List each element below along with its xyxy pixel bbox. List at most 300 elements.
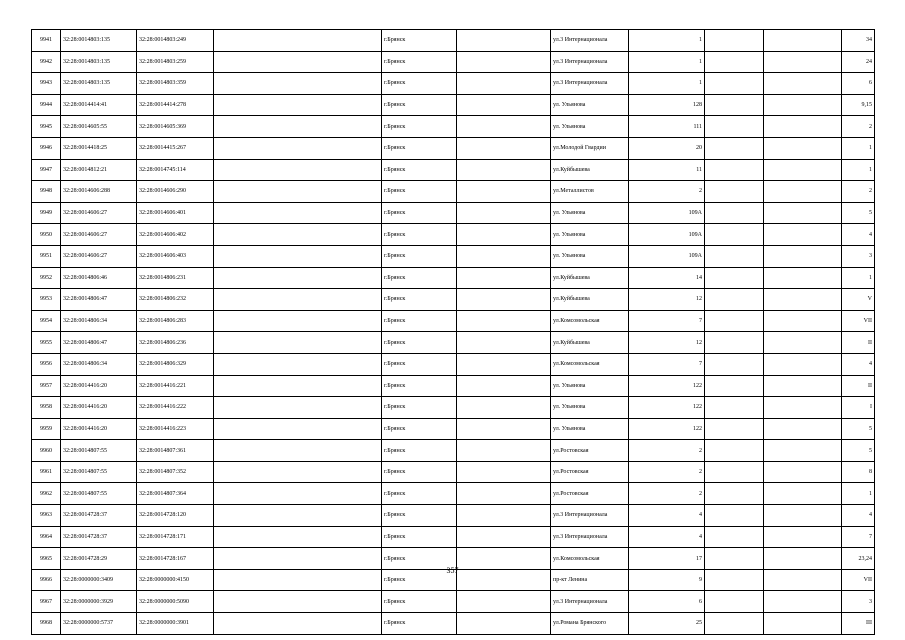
cadastral-quarter-cell: 32:28:0014606:27 [61,202,137,224]
blank-cell [764,202,842,224]
row-number-cell: 9956 [32,353,61,375]
cadastral-number-cell: 32:28:0014806:329 [137,353,214,375]
city-cell: г.Брянск [382,289,457,311]
city-cell: г.Брянск [382,526,457,548]
cadastral-number-cell: 32:28:0014416:221 [137,375,214,397]
premises-cell: 24 [842,51,875,73]
house-number-cell: 7 [629,353,705,375]
row-number-cell: 9962 [32,483,61,505]
blank-cell [457,51,551,73]
blank-cell [214,159,382,181]
premises-cell: 2 [842,181,875,203]
city-cell: г.Брянск [382,548,457,570]
city-cell: г.Брянск [382,245,457,267]
street-cell: ул. Ульянова [551,418,629,440]
blank-cell [764,310,842,332]
house-number-cell: 2 [629,483,705,505]
cadastral-number-cell: 32:28:0014728:120 [137,505,214,527]
blank-cell [764,51,842,73]
street-cell: ул.Ростовская [551,440,629,462]
table-row [32,505,875,527]
premises-cell: 4 [842,353,875,375]
cadastral-quarter-cell: 32:28:0014812:21 [61,159,137,181]
street-cell: ул.Комсомольская [551,310,629,332]
cadastral-quarter-cell: 32:28:0014807:55 [61,483,137,505]
street-cell: ул. Ульянова [551,94,629,116]
row-number-cell: 9966 [32,569,61,591]
blank-cell [705,51,764,73]
house-number-cell: 1 [629,73,705,95]
blank-cell [764,94,842,116]
house-number-cell: 128 [629,94,705,116]
blank-cell [457,159,551,181]
cadastral-quarter-cell: 32:28:0014605:55 [61,116,137,138]
city-cell: г.Брянск [382,483,457,505]
city-cell: г.Брянск [382,202,457,224]
row-number-cell: 9959 [32,418,61,440]
cadastral-quarter-cell: 32:28:0014606:27 [61,245,137,267]
city-cell: г.Брянск [382,613,457,635]
table-row [32,202,875,224]
blank-cell [214,137,382,159]
table-row [32,137,875,159]
cadastral-quarter-cell: 32:28:0000000:3929 [61,591,137,613]
street-cell: ул.3 Интернационала [551,30,629,52]
street-cell: ул.Куйбышева [551,289,629,311]
cadastral-number-cell: 32:28:0014745:114 [137,159,214,181]
cadastral-number-cell: 32:28:0014807:361 [137,440,214,462]
blank-cell [457,30,551,52]
blank-cell [214,181,382,203]
blank-cell [457,483,551,505]
premises-cell: 1 [842,483,875,505]
street-cell: ул. Ульянова [551,397,629,419]
blank-cell [705,73,764,95]
house-number-cell: 109А [629,202,705,224]
cadastral-quarter-cell: 32:28:0014806:47 [61,289,137,311]
city-cell: г.Брянск [382,159,457,181]
row-number-cell: 9949 [32,202,61,224]
street-cell: ул. Ульянова [551,224,629,246]
row-number-cell: 9961 [32,461,61,483]
street-cell: ул.3 Интернационала [551,526,629,548]
house-number-cell: 25 [629,613,705,635]
house-number-cell: 4 [629,505,705,527]
table-row [32,397,875,419]
blank-cell [457,505,551,527]
cadastral-number-cell: 32:28:0014605:369 [137,116,214,138]
blank-cell [764,159,842,181]
cadastral-number-cell: 32:28:0014803:359 [137,73,214,95]
city-cell: г.Брянск [382,137,457,159]
blank-cell [214,73,382,95]
house-number-cell: 12 [629,289,705,311]
table-row [32,310,875,332]
street-cell: пр-кт Ленина [551,569,629,591]
cadastral-number-cell: 32:28:0014806:283 [137,310,214,332]
street-cell: ул.Металлистов [551,181,629,203]
blank-cell [705,332,764,354]
city-cell: г.Брянск [382,224,457,246]
premises-cell: 4 [842,224,875,246]
blank-cell [457,332,551,354]
cadastral-quarter-cell: 32:28:0014728:29 [61,548,137,570]
blank-cell [705,224,764,246]
blank-cell [705,181,764,203]
row-number-cell: 9947 [32,159,61,181]
blank-cell [214,202,382,224]
city-cell: г.Брянск [382,181,457,203]
city-cell: г.Брянск [382,30,457,52]
city-cell: г.Брянск [382,73,457,95]
row-number-cell: 9955 [32,332,61,354]
row-number-cell: 9946 [32,137,61,159]
blank-cell [214,332,382,354]
table-row [32,461,875,483]
house-number-cell: 1 [629,30,705,52]
blank-cell [457,526,551,548]
cadastral-number-cell: 32:28:0014728:167 [137,548,214,570]
premises-cell: VII [842,310,875,332]
cadastral-number-cell: 32:28:0014606:403 [137,245,214,267]
street-cell: ул.Комсомольская [551,548,629,570]
cadastral-number-cell: 32:28:0014806:232 [137,289,214,311]
blank-cell [705,310,764,332]
table-row [32,613,875,635]
premises-cell: VII [842,569,875,591]
blank-cell [764,116,842,138]
blank-cell [214,505,382,527]
blank-cell [705,159,764,181]
house-number-cell: 7 [629,310,705,332]
city-cell: г.Брянск [382,51,457,73]
blank-cell [457,289,551,311]
cadastral-quarter-cell: 32:28:0014803:135 [61,73,137,95]
blank-cell [457,397,551,419]
city-cell: г.Брянск [382,332,457,354]
blank-cell [764,245,842,267]
cadastral-quarter-cell: 32:28:0014416:20 [61,375,137,397]
blank-cell [764,526,842,548]
city-cell: г.Брянск [382,418,457,440]
cadastral-number-cell: 32:28:0014806:236 [137,332,214,354]
city-cell: г.Брянск [382,310,457,332]
premises-cell: 3 [842,245,875,267]
house-number-cell: 2 [629,461,705,483]
cadastral-quarter-cell: 32:28:0014416:20 [61,418,137,440]
cadastral-number-cell: 32:28:0014416:223 [137,418,214,440]
premises-cell: II [842,375,875,397]
blank-cell [764,181,842,203]
blank-cell [214,224,382,246]
blank-cell [705,30,764,52]
row-number-cell: 9945 [32,116,61,138]
blank-cell [214,310,382,332]
table-row [32,289,875,311]
blank-cell [705,613,764,635]
premises-cell: 6 [842,73,875,95]
blank-cell [457,94,551,116]
page-number: 357 [446,566,459,575]
cadastral-quarter-cell: 32:28:0000000:3409 [61,569,137,591]
house-number-cell: 122 [629,375,705,397]
blank-cell [705,116,764,138]
house-number-cell: 122 [629,397,705,419]
blank-cell [457,181,551,203]
blank-cell [705,440,764,462]
cadastral-number-cell: 32:28:0014606:401 [137,202,214,224]
premises-cell: 1 [842,137,875,159]
blank-cell [214,289,382,311]
blank-cell [457,310,551,332]
blank-cell [457,73,551,95]
house-number-cell: 2 [629,181,705,203]
table-row [32,267,875,289]
cadastral-number-cell: 32:28:0014807:364 [137,483,214,505]
blank-cell [764,353,842,375]
blank-cell [214,461,382,483]
premises-cell: 23,24 [842,548,875,570]
premises-cell: 5 [842,440,875,462]
city-cell: г.Брянск [382,375,457,397]
city-cell: г.Брянск [382,267,457,289]
table-row [32,591,875,613]
row-number-cell: 9954 [32,310,61,332]
blank-cell [457,245,551,267]
premises-cell: 7 [842,526,875,548]
blank-cell [457,116,551,138]
house-number-cell: 4 [629,526,705,548]
blank-cell [457,353,551,375]
city-cell: г.Брянск [382,94,457,116]
blank-cell [705,245,764,267]
blank-cell [457,613,551,635]
blank-cell [705,505,764,527]
city-cell: г.Брянск [382,397,457,419]
street-cell: ул. Ульянова [551,245,629,267]
street-cell: ул.Комсомольская [551,353,629,375]
house-number-cell: 12 [629,332,705,354]
row-number-cell: 9960 [32,440,61,462]
row-number-cell: 9950 [32,224,61,246]
blank-cell [764,73,842,95]
city-cell: г.Брянск [382,116,457,138]
blank-cell [705,202,764,224]
row-number-cell: 9951 [32,245,61,267]
house-number-cell: 1 [629,51,705,73]
blank-cell [764,332,842,354]
cadastral-quarter-cell: 32:28:0014806:47 [61,332,137,354]
blank-cell [764,591,842,613]
blank-cell [705,397,764,419]
row-number-cell: 9941 [32,30,61,52]
blank-cell [214,418,382,440]
blank-cell [705,418,764,440]
blank-cell [214,94,382,116]
blank-cell [457,224,551,246]
blank-cell [214,267,382,289]
blank-cell [457,137,551,159]
cadastral-number-cell: 32:28:0014803:249 [137,30,214,52]
blank-cell [764,289,842,311]
premises-cell: 8 [842,461,875,483]
city-cell: г.Брянск [382,505,457,527]
blank-cell [764,440,842,462]
blank-cell [457,440,551,462]
row-number-cell: 9958 [32,397,61,419]
blank-cell [764,505,842,527]
row-number-cell: 9965 [32,548,61,570]
table-row [32,418,875,440]
house-number-cell: 20 [629,137,705,159]
blank-cell [214,397,382,419]
blank-cell [764,418,842,440]
blank-cell [764,30,842,52]
blank-cell [705,289,764,311]
blank-cell [705,483,764,505]
cadastral-number-cell: 32:28:0014606:290 [137,181,214,203]
street-cell: ул. Ульянова [551,375,629,397]
cadastral-quarter-cell: 32:28:0014807:55 [61,461,137,483]
premises-cell: V [842,289,875,311]
premises-cell: II [842,332,875,354]
blank-cell [764,483,842,505]
blank-cell [214,353,382,375]
table-row [32,116,875,138]
row-number-cell: 9967 [32,591,61,613]
table-row [32,159,875,181]
table-row [32,483,875,505]
premises-cell: 3 [842,591,875,613]
premises-cell: 9,15 [842,94,875,116]
cadastral-quarter-cell: 32:28:0014806:34 [61,353,137,375]
house-number-cell: 122 [629,418,705,440]
street-cell: ул.Романа Брянского [551,613,629,635]
house-number-cell: 2 [629,440,705,462]
cadastral-quarter-cell: 32:28:0014606:288 [61,181,137,203]
cadastral-number-cell: 32:28:0014606:402 [137,224,214,246]
city-cell: г.Брянск [382,353,457,375]
house-number-cell: 9 [629,569,705,591]
house-number-cell: 6 [629,591,705,613]
row-number-cell: 9963 [32,505,61,527]
blank-cell [705,591,764,613]
premises-cell: 2 [842,116,875,138]
blank-cell [705,94,764,116]
blank-cell [214,51,382,73]
blank-cell [705,375,764,397]
cadastral-quarter-cell: 32:28:0014416:20 [61,397,137,419]
cadastral-quarter-cell: 32:28:0014606:27 [61,224,137,246]
premises-cell: 34 [842,30,875,52]
street-cell: ул.3 Интернационала [551,51,629,73]
premises-cell: I [842,397,875,419]
city-cell: г.Брянск [382,440,457,462]
table-row [32,181,875,203]
street-cell: ул.Куйбышева [551,267,629,289]
row-number-cell: 9964 [32,526,61,548]
blank-cell [764,461,842,483]
table-row [32,332,875,354]
cadastral-quarter-cell: 32:28:0014803:135 [61,51,137,73]
street-cell: ул.Молодой Гвардии [551,137,629,159]
house-number-cell: 109А [629,245,705,267]
table-row [32,440,875,462]
cadastral-quarter-cell: 32:28:0014807:55 [61,440,137,462]
blank-cell [764,267,842,289]
blank-cell [705,137,764,159]
city-cell: г.Брянск [382,591,457,613]
blank-cell [705,353,764,375]
house-number-cell: 11 [629,159,705,181]
row-number-cell: 9957 [32,375,61,397]
street-cell: ул.Ростовская [551,483,629,505]
row-number-cell: 9968 [32,613,61,635]
blank-cell [214,526,382,548]
cadastral-quarter-cell: 32:28:0014806:34 [61,310,137,332]
blank-cell [457,461,551,483]
table-row [32,224,875,246]
blank-cell [457,591,551,613]
table-row [32,375,875,397]
cadastral-quarter-cell: 32:28:0014806:46 [61,267,137,289]
table-row [32,526,875,548]
table-row [32,73,875,95]
blank-cell [705,526,764,548]
row-number-cell: 9943 [32,73,61,95]
premises-cell: 5 [842,202,875,224]
blank-cell [457,375,551,397]
cadastral-quarter-cell: 32:28:0000000:5737 [61,613,137,635]
cadastral-number-cell: 32:28:0014803:259 [137,51,214,73]
table-row [32,30,875,52]
cadastral-number-cell: 32:28:0014415:267 [137,137,214,159]
table-row [32,353,875,375]
blank-cell [214,440,382,462]
street-cell: ул.Ростовская [551,461,629,483]
premises-cell: 4 [842,505,875,527]
table-row [32,94,875,116]
house-number-cell: 111 [629,116,705,138]
cadastral-number-cell: 32:28:0000000:4150 [137,569,214,591]
street-cell: ул.3 Интернационала [551,505,629,527]
cadastral-number-cell: 32:28:0014416:222 [137,397,214,419]
street-cell: ул.3 Интернационала [551,591,629,613]
blank-cell [457,267,551,289]
premises-cell: III [842,613,875,635]
blank-cell [214,375,382,397]
blank-cell [705,461,764,483]
blank-cell [214,591,382,613]
blank-cell [764,137,842,159]
row-number-cell: 9953 [32,289,61,311]
blank-cell [214,30,382,52]
street-cell: ул.Куйбышева [551,159,629,181]
row-number-cell: 9952 [32,267,61,289]
blank-cell [214,483,382,505]
blank-cell [457,418,551,440]
row-number-cell: 9948 [32,181,61,203]
table-row [32,51,875,73]
table-row [32,245,875,267]
table-body [32,30,875,635]
premises-cell: 1 [842,267,875,289]
cadastral-number-cell: 32:28:0000000:3901 [137,613,214,635]
street-cell: ул.3 Интернационала [551,73,629,95]
blank-cell [214,116,382,138]
cadastral-number-cell: 32:28:0000000:5090 [137,591,214,613]
cadastral-number-cell: 32:28:0014414:278 [137,94,214,116]
